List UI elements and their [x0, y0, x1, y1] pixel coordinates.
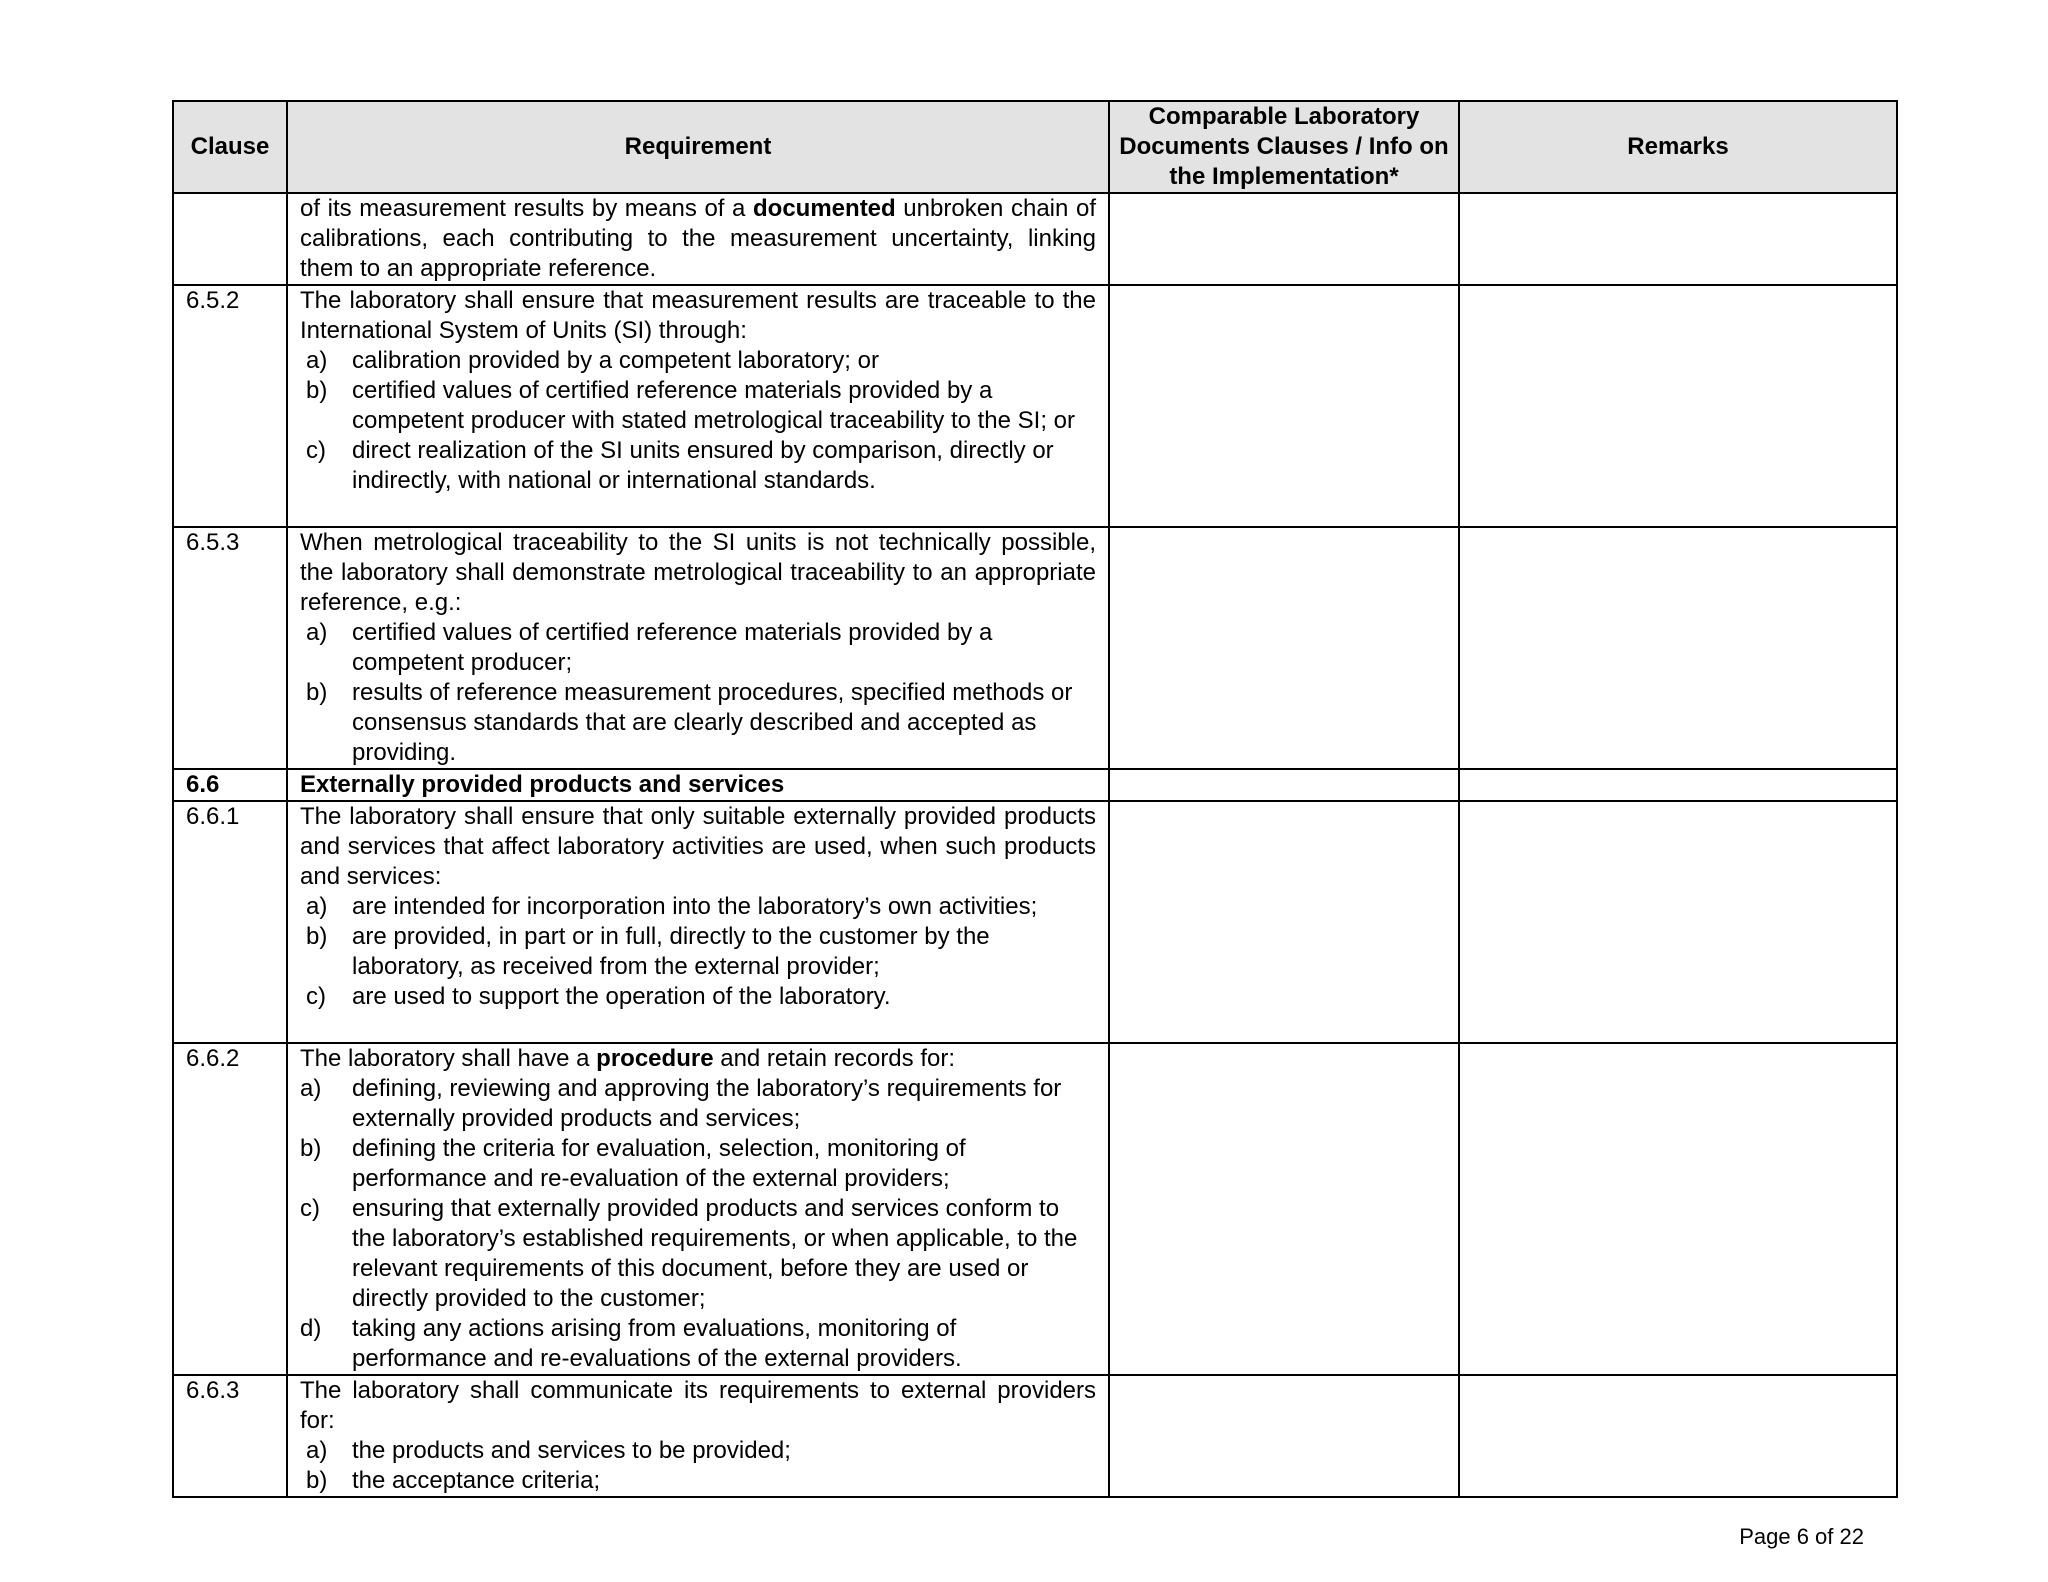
remarks-cell[interactable]: [1459, 193, 1897, 285]
clause-cell: 6.5.2: [173, 285, 287, 527]
list-item-text: defining, reviewing and approving the laboratory’s requirements for externally provided products and services;: [352, 1075, 1062, 1132]
requirement-cell: [287, 285, 1109, 527]
header-row: [173, 101, 1897, 193]
list-item-text: certified values of certified reference materials provided by a competent producer;: [352, 619, 993, 676]
requirement-emphasis: procedure: [596, 1045, 714, 1072]
clause-cell: 6.6.3: [173, 1375, 287, 1497]
list-item-text: taking any actions arising from evaluations, monitoring of performance and re-evaluations of the external providers.: [352, 1315, 962, 1372]
list-marker: d): [300, 1315, 322, 1342]
list-marker: b): [306, 377, 328, 404]
list-marker: a): [306, 619, 328, 646]
list-item: [300, 678, 1096, 768]
table-row: [173, 1043, 1897, 1375]
list-item-text: direct realization of the SI units ensured by comparison, directly or indirectly, with national or international standards.: [352, 437, 1054, 494]
comparable-documents-cell[interactable]: [1109, 1375, 1459, 1497]
requirement-text: The laboratory shall ensure that measurement results are traceable to the International System of Units (SI) through:: [300, 287, 1096, 344]
header-comparable-documents: Comparable Laboratory Documents Clauses / Info on the Implementation*: [1109, 101, 1459, 193]
requirement-text: The laboratory shall communicate its requirements to external providers for:: [300, 1377, 1096, 1434]
list-item: [300, 982, 1096, 1012]
remarks-cell[interactable]: [1459, 1375, 1897, 1497]
list-item: [300, 1314, 1096, 1374]
list-marker: a): [300, 1075, 322, 1102]
list-item: [300, 376, 1096, 436]
requirement-list: [300, 892, 1096, 1012]
requirement-list: [300, 346, 1096, 496]
list-item: [300, 1134, 1096, 1194]
list-item: [300, 1194, 1096, 1314]
clause-cell: [173, 193, 287, 285]
clause-cell: 6.6.1: [173, 801, 287, 1043]
remarks-cell[interactable]: [1459, 769, 1897, 801]
requirement-cell: [287, 193, 1109, 285]
requirement-text: unbroken chain of calibrations, each contributing to the measurement uncertainty, linking them to an appropriate reference.: [300, 195, 1096, 282]
list-marker: c): [300, 1195, 320, 1222]
list-item: [300, 922, 1096, 982]
remarks-cell[interactable]: [1459, 285, 1897, 527]
list-item: [300, 436, 1096, 496]
comparable-documents-cell[interactable]: [1109, 801, 1459, 1043]
list-item: [300, 1074, 1096, 1134]
list-marker: b): [306, 923, 328, 950]
list-marker: c): [306, 983, 326, 1010]
table-row: [173, 1375, 1897, 1497]
list-marker: a): [306, 347, 328, 374]
requirement-cell: [287, 1375, 1109, 1497]
list-item: [300, 1436, 1096, 1466]
list-item-text: calibration provided by a competent laboratory; or: [352, 347, 879, 374]
list-marker: c): [306, 437, 326, 464]
requirement-list: [300, 1074, 1096, 1374]
list-marker: b): [306, 1467, 328, 1494]
list-item-text: the products and services to be provided;: [352, 1437, 791, 1464]
remarks-cell[interactable]: [1459, 801, 1897, 1043]
list-item-text: the acceptance criteria;: [352, 1467, 601, 1494]
section-heading: Externally provided products and services: [287, 769, 1109, 801]
comparable-documents-cell[interactable]: [1109, 1043, 1459, 1375]
list-marker: a): [306, 893, 328, 920]
requirement-cell: [287, 1043, 1109, 1375]
clause-cell: 6.6.2: [173, 1043, 287, 1375]
header-clause: Clause: [173, 101, 287, 193]
clause-cell: 6.5.3: [173, 527, 287, 769]
requirement-text-part: and retain records for:: [713, 1045, 955, 1072]
list-marker: b): [300, 1135, 322, 1162]
page-number: Page 6 of 22: [1739, 1524, 1864, 1549]
requirement-emphasis: documented: [753, 195, 896, 222]
list-marker: a): [306, 1437, 328, 1464]
requirement-list: [300, 1436, 1096, 1496]
list-item: [300, 1466, 1096, 1496]
list-item-text: certified values of certified reference materials provided by a competent producer with stated metrological traceability to the SI; or: [352, 377, 1076, 434]
list-item: [300, 346, 1096, 376]
requirement-text: [300, 1044, 1096, 1074]
remarks-cell[interactable]: [1459, 527, 1897, 769]
comparable-documents-cell[interactable]: [1109, 769, 1459, 801]
table-row: [173, 801, 1897, 1043]
comparable-documents-cell[interactable]: [1109, 193, 1459, 285]
list-item-text: are used to support the operation of the laboratory.: [352, 983, 891, 1010]
comparable-documents-cell[interactable]: [1109, 285, 1459, 527]
requirements-checklist-table: [172, 100, 1898, 1498]
requirement-text: When metrological traceability to the SI units is not technically possible, the laboratory shall demonstrate metrological traceability to an appropriate reference, e.g.:: [300, 529, 1096, 616]
list-item-text: results of reference measurement procedures, specified methods or consensus standards that are clearly described and accepted as providing.: [352, 679, 1073, 766]
comparable-documents-cell[interactable]: [1109, 527, 1459, 769]
requirement-list: [300, 618, 1096, 768]
list-item: [300, 892, 1096, 922]
requirement-text: of its measurement results by means of a: [300, 195, 754, 222]
list-item: [300, 618, 1096, 678]
list-item-text: are provided, in part or in full, directly to the customer by the laboratory, as received from the external provider;: [352, 923, 990, 980]
table-row: [173, 193, 1897, 285]
list-marker: b): [306, 679, 328, 706]
list-item-text: ensuring that externally provided products and services conform to the laboratory’s established requirements, or when applicable, to the relevant requirements of this document, before they are used or directly provided to the customer;: [352, 1195, 1078, 1312]
requirement-cell: [287, 527, 1109, 769]
list-item-text: are intended for incorporation into the laboratory’s own activities;: [352, 893, 1038, 920]
remarks-cell[interactable]: [1459, 1043, 1897, 1375]
table-row-section: [173, 769, 1897, 801]
list-item-text: defining the criteria for evaluation, selection, monitoring of performance and re-evaluation of the external providers;: [352, 1135, 966, 1192]
requirement-text: The laboratory shall ensure that only suitable externally provided products and services that affect laboratory activities are used, when such products and services:: [300, 803, 1096, 890]
header-requirement: Requirement: [287, 101, 1109, 193]
table-row: [173, 285, 1897, 527]
requirement-cell: [287, 801, 1109, 1043]
clause-cell: 6.6: [173, 769, 287, 801]
table-row: [173, 527, 1897, 769]
header-remarks: Remarks: [1459, 101, 1897, 193]
requirement-text-part: The laboratory shall have a: [300, 1045, 597, 1072]
